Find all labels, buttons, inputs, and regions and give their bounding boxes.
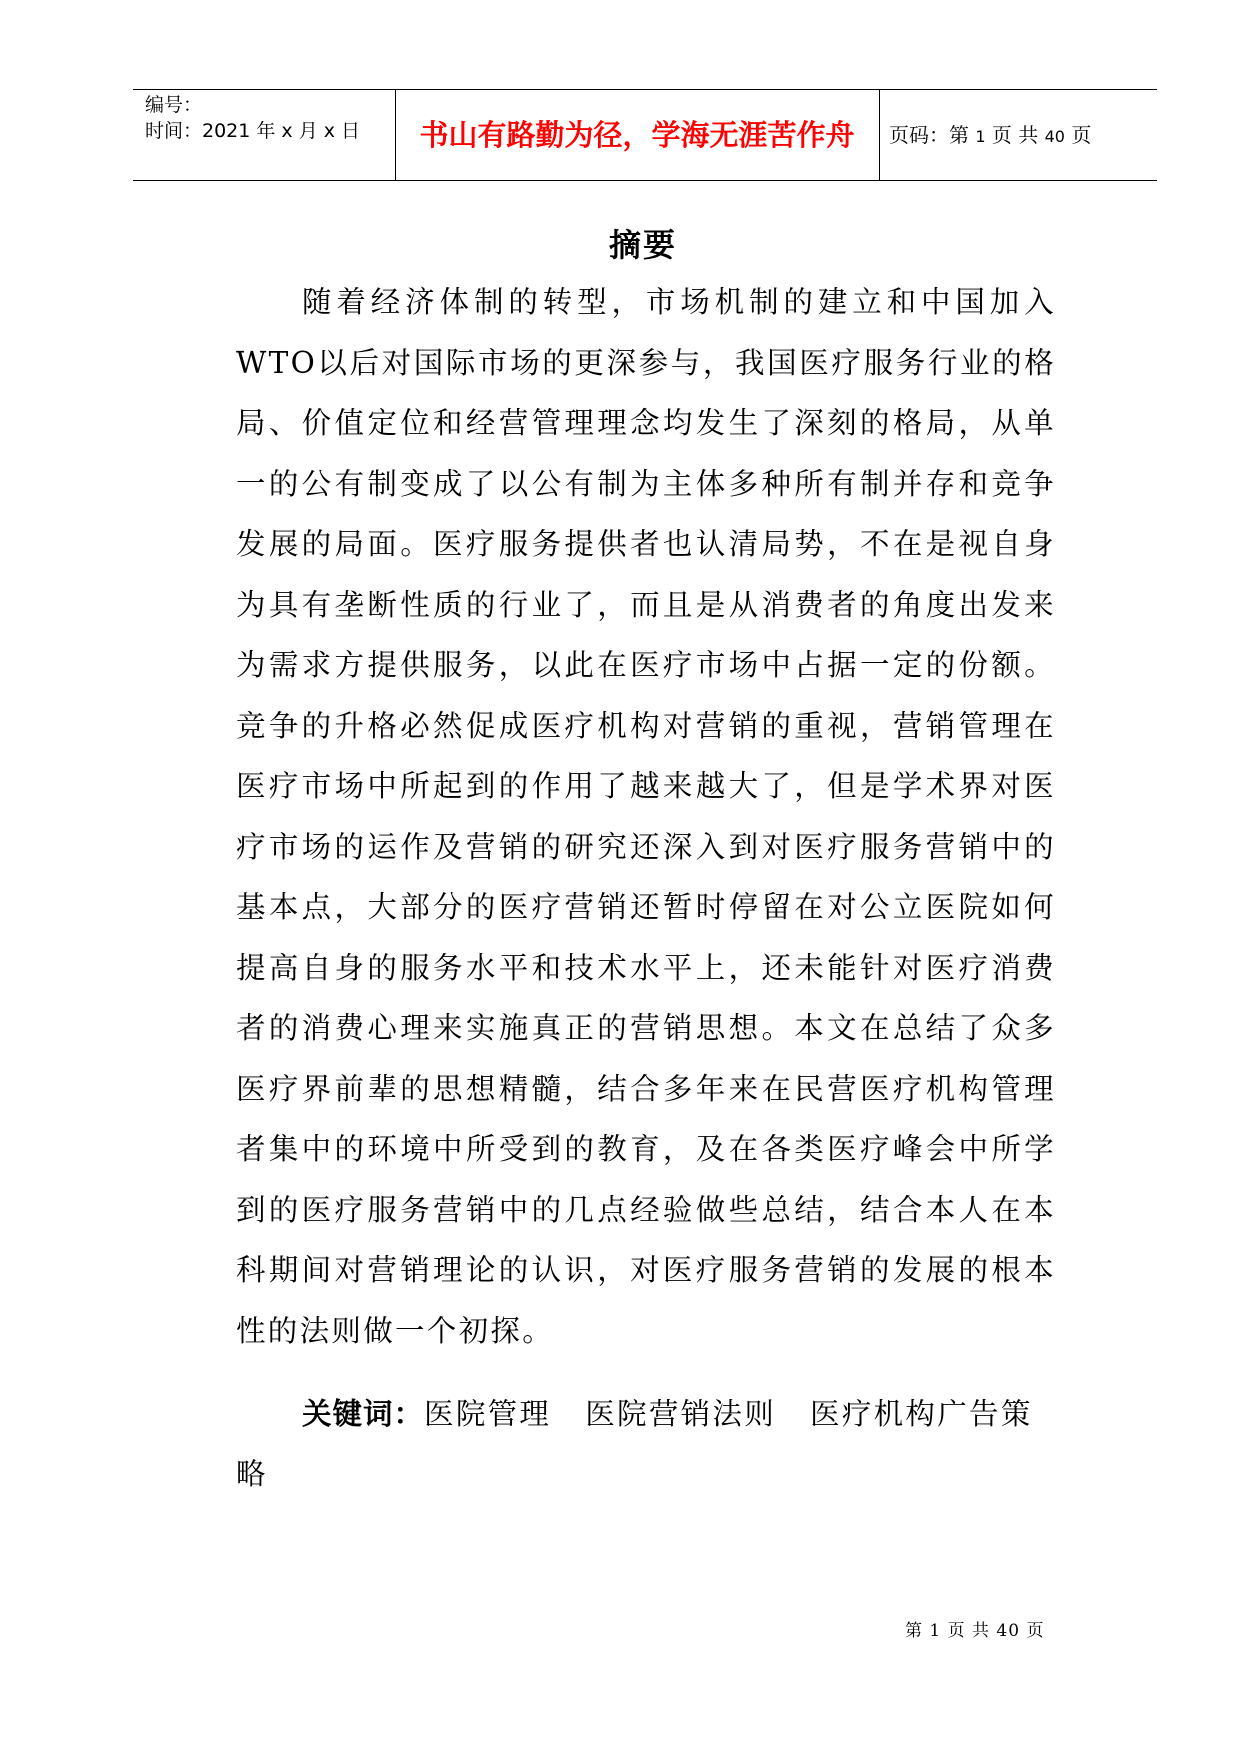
page-mid: 页 共 [991,123,1039,147]
keyword-item: 医院管理 [424,1397,552,1431]
page-header [133,89,1157,181]
header-meta [145,92,395,144]
document-number-label: 编号： [145,94,203,116]
document-time-label: 时间：2021 年 x 月 x 日 [145,120,361,142]
page-footer: 第 1 页 共 40 页 [905,1621,1045,1641]
abstract-paragraph: 随着经济体制的转型，市场机制的建立和中国加入WTO以后对国际市场的更深参与，我国医疗服务行业的格局、价值定位和经营管理理念均发生了深刻的格局，从单一的公有制变成了以公有制为主体多种所有制并存和竞争发展的局面。医疗服务提供者也认清局势，不在是视自身为具有垄断性质的行业了，而且是从消费者的角度出发来为需求方提供服务，以此在医疗市场中占据一定的份额。竞争的升格必然促成医疗机构对营销的重视，营销管理在医疗市场中所起到的作用了越来越大了，但是学术界对医疗市场的运作及营销的研究还深入到对医疗服务营销中的基本点，大部分的医疗营销还暂时停留在对公立医院如何提高自身的服务水平和技术水平上，还未能针对医疗消费者的消费心理来实施真正的营销思想。本文在总结了众多医疗界前辈的思想精髓，结合多年来在民营医疗机构管理者集中的环境中所受到的教育，及在各类医疗峰会中所学到的医疗服务营销中的几点经验做些总结，结合本人在本科期间对营销理论的认识，对医疗服务营销的发展的根本性的法则做一个初探。 [236,285,1056,1348]
page-suffix: 页 [1071,123,1092,147]
page-current: 1 [975,127,986,146]
header-motto: 书山有路勤为径，学海无涯苦作舟 [419,118,855,152]
header-divider-right [879,90,880,180]
header-page-indicator [889,90,1091,180]
keywords-label: 关键词： [302,1397,425,1431]
keywords-line [236,1384,1056,1504]
keyword-item: 医院营销法则 [585,1397,777,1431]
keyword-item: 医疗机构广告策略 [236,1397,1033,1491]
page-total: 40 [1044,127,1065,146]
page-title: 摘要 [608,226,677,264]
page-prefix: 页码：第 [889,123,969,147]
